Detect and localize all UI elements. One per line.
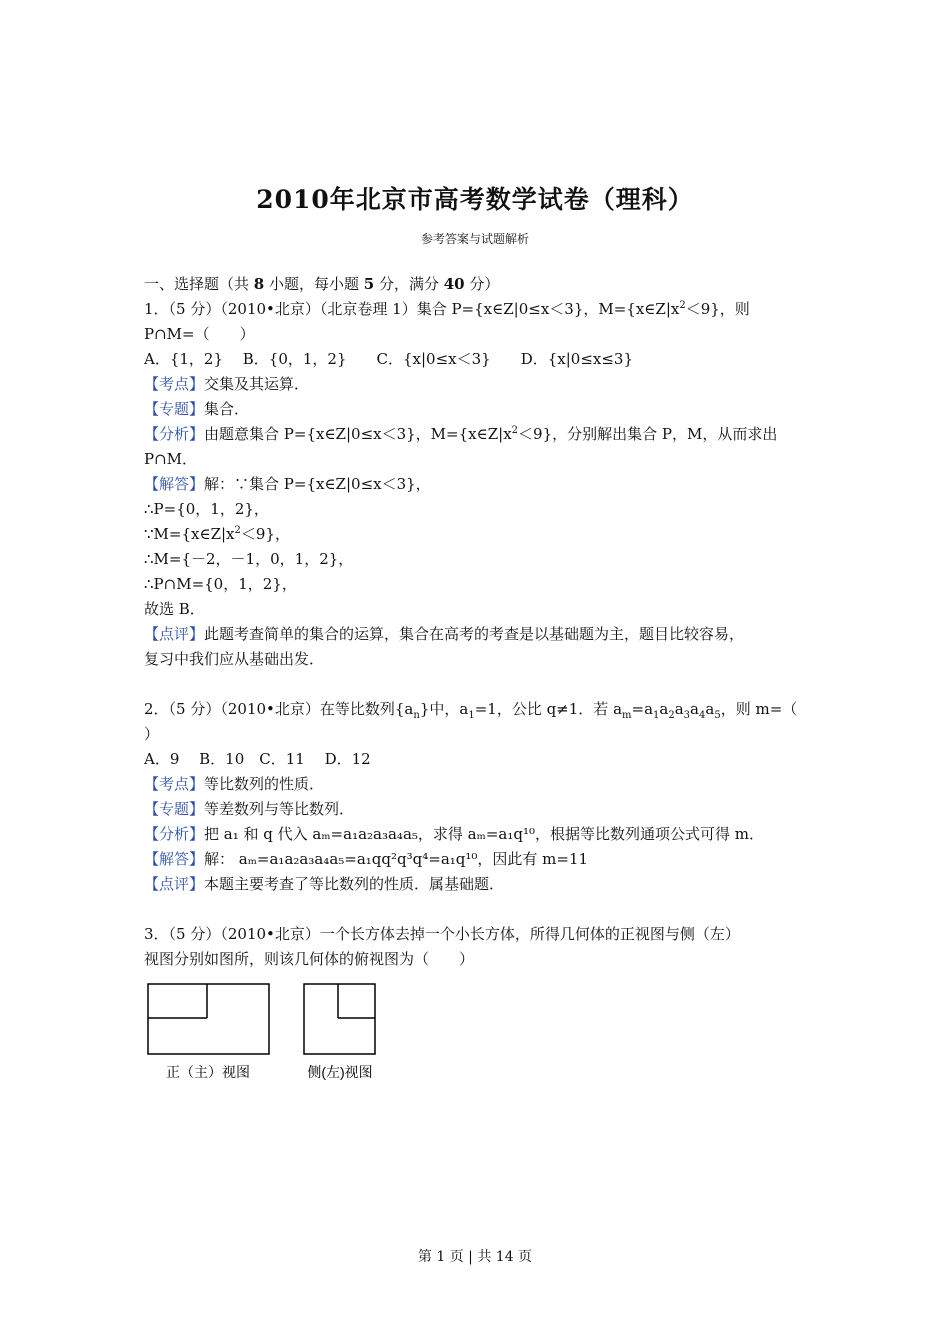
q1-step4: ∴P∩M={0，1，2}， [144,575,297,593]
q1-kaodian: 【考点】交集及其运算． [144,375,310,393]
q2-jieda: 【解答】解： aₘ=a₁a₂a₃a₄a₅=a₁qq²q³q⁴=a₁q¹⁰，因此有 m=11 [144,850,589,868]
fenxi-tag: 【分析】 [144,825,205,843]
q1-options: A．{1，2} B．{0，1，2} C．{x|0≤x＜3} D．{x|0≤x≤3} [144,350,634,368]
q1-step1: ∴P={0，1，2}， [144,500,269,518]
page-subtitle: 参考答案与试题解析 [420,232,529,246]
side-view-figure [304,984,375,1054]
q1-zhuanti: 【专题】集合． [144,400,250,418]
q2-stem-line2: ） [144,725,160,743]
zhuanti-tag: 【专题】 [144,400,205,418]
jieda-tag: 【解答】 [144,850,205,868]
section-heading: 一、选择题（共 8 小题，每小题 5 分，满分 40 分） [144,275,500,293]
dianping-tag: 【点评】 [144,625,205,643]
q1-stem-line2: P∩M=（ ） [144,325,255,343]
front-view-label: 正（主）视图 [166,1064,250,1080]
q3-figures [144,978,808,1088]
q3-stem-line2: 视图分别如图所，则该几何体的俯视图为（ ） [144,950,475,968]
q2-options: A．9 B．10 C．11 D．12 [144,750,371,768]
q1-jieda: 【解答】解：∵集合 P={x∈Z|0≤x＜3}， [144,475,431,493]
q2-stem: 2．（5 分）（2010•北京）在等比数列$\{a_n\}$中，$a_1=1$，公比 q≠1．若 $a_m=a_1a_2a_3a_4a_5$，则 m=（ [144,700,798,721]
fenxi-tag: 【分析】 [144,425,205,443]
q2-dianping: 【点评】本题主要考查了等比数列的性质．属基础题． [144,875,505,893]
q2-kaodian: 【考点】等比数列的性质． [144,775,325,793]
q3-stem: 3．（5 分）（2010•北京）一个长方体去掉一个小长方体，所得几何体的正视图与侧（左） [144,925,740,943]
q1-fenxi: 【分析】由题意集合 P={x∈Z|0≤x＜3}，$M=\{x\in Z|x^2<9\}$，分别解出集合 P，M，从而求出 [144,425,778,443]
q2-fenxi: 【分析】把 a₁ 和 q 代入 aₘ=a₁a₂a₃a₄a₅，求得 aₘ=a₁q¹⁰，根据等比数列通项公式可得 m． [144,825,764,843]
q1-step3: ∴M={－2，－1，0，1，2}， [144,550,354,568]
q1-stem: 1．（5 分）（2010•北京）（北京卷理 1）集合 P={x∈Z|0≤x＜3}，$M=\{x\in Z|x^2<9\}$，则 [144,300,750,318]
page-footer: 第 1 页 | 共 14 页 [417,1249,533,1265]
q2-zhuanti: 【专题】等差数列与等比数列． [144,800,355,818]
q1-dianping-line2: 复习中我们应从基础出发． [144,650,325,668]
front-view-figure [148,984,269,1054]
q1-fenxi-line2: P∩M． [144,450,198,468]
kaodian-tag: 【考点】 [144,375,205,393]
dianping-tag: 【点评】 [144,875,205,893]
zhuanti-tag: 【专题】 [144,800,205,818]
q1-step2: $\because M=\{x\in Z|x^2<9\}$， [144,525,290,543]
side-view-label: 侧(左)视图 [307,1064,373,1080]
jieda-tag: 【解答】 [144,475,205,493]
q1-step5: 故选 B． [144,600,205,618]
q1-dianping: 【点评】此题考查简单的集合的运算，集合在高考的考查是以基础题为主，题目比较容易， [144,625,745,643]
content-body [144,272,808,1088]
page-title: 2010年北京市高考数学试卷（理科） [256,185,694,214]
kaodian-tag: 【考点】 [144,775,205,793]
